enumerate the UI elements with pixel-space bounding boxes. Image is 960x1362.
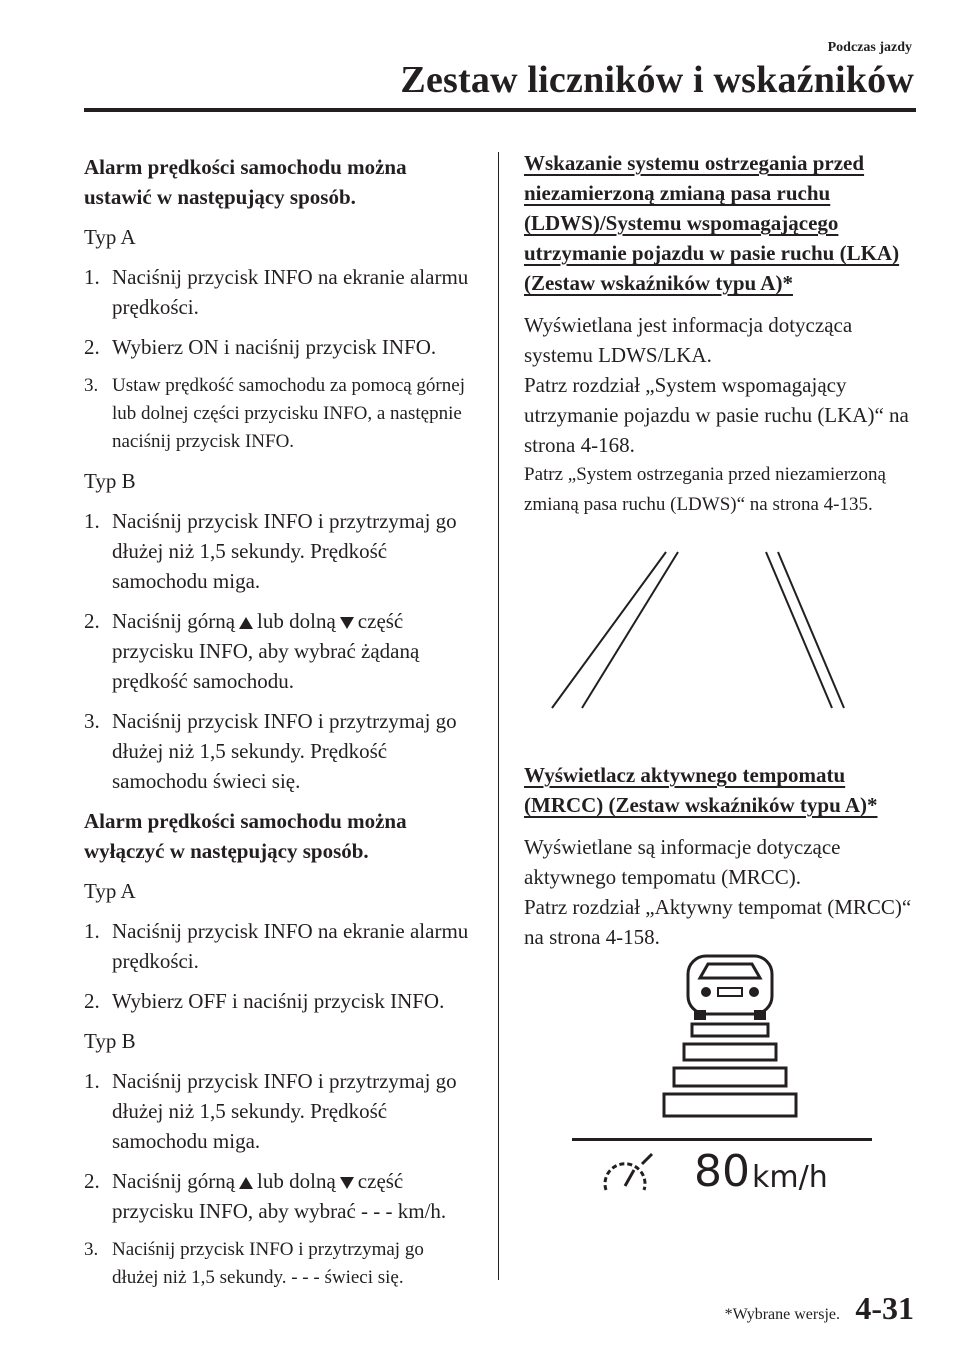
right-column — [524, 148, 924, 520]
list-item: 3. Naciśnij przycisk INFO i przytrzymaj go dłużej niż 1,5 sekundy. Prędkość samochodu świeci się. — [84, 709, 457, 793]
list-item: 1. Naciśnij przycisk INFO i przytrzymaj go dłużej niż 1,5 sekundy. Prędkość samochodu miga. — [84, 1069, 457, 1153]
ldws-ref-ldws: Patrz „System ostrzegania przed niezamierzoną zmianą pasa ruchu (LDWS)“ na strona 4-135. — [524, 464, 886, 515]
left-column — [84, 152, 474, 1302]
type-a-label: Typ A — [84, 225, 136, 249]
header-section: Podczas jazdy — [827, 40, 912, 55]
column-divider — [498, 152, 499, 1280]
triangle-up-icon — [239, 617, 253, 629]
mrcc-speed-display — [572, 1138, 872, 1198]
display-rule — [572, 1138, 872, 1141]
page-number: 4-31 — [855, 1290, 914, 1326]
type-b-label: Typ B — [84, 1029, 136, 1053]
list-item: 1. Naciśnij przycisk INFO i przytrzymaj go dłużej niż 1,5 sekundy. Prędkość samochodu miga. — [84, 509, 457, 593]
mrcc-heading: Wyświetlacz aktywnego tempomatu (MRCC) (Zestaw wskaźników typu A)* — [524, 763, 878, 817]
ldws-desc: Wyświetlana jest informacja dotycząca systemu LDWS/LKA. — [524, 313, 853, 367]
mrcc-ref: Patrz rozdział „Aktywny tempomat (MRCC)“ na strona 4-158. — [524, 895, 912, 949]
triangle-down-icon — [340, 617, 354, 629]
footnote: *Wybrane wersje. — [724, 1306, 840, 1323]
page-title: Zestaw liczników i wskaźników — [400, 59, 914, 101]
list-item: 2. Wybierz ON i naciśnij przycisk INFO. — [84, 335, 437, 359]
list-item: 3. Ustaw prędkość samochodu za pomocą górnej lub dolnej części przycisku INFO, a następnie naciśnij przycisk INFO. — [84, 375, 465, 452]
vehicle-ahead-icon — [660, 950, 800, 1120]
ldws-heading: Wskazanie systemu ostrzegania przed niezamierzoną zmianą pasa ruchu (LDWS)/Systemu wspomagającego utrzymanie pojazdu w pasie ruchu (LKA) (Zestaw wskaźników typu A)* — [524, 151, 900, 295]
list-item: 2. Naciśnij górną lub dolną część przycisku INFO, aby wybrać - - - km/h. — [84, 1169, 447, 1223]
type-a-label: Typ A — [84, 879, 136, 903]
lane-lines-icon — [548, 548, 848, 718]
list-item: 2. Wybierz OFF i naciśnij przycisk INFO. — [84, 989, 445, 1013]
list-item: 2. Naciśnij górną lub dolną część przycisku INFO, aby wybrać żądaną prędkość samochodu. — [84, 609, 420, 693]
set-alarm-heading: Alarm prędkości samochodu można ustawić w następujący sposób. — [84, 155, 407, 209]
speed-unit: km/h — [752, 1160, 828, 1195]
triangle-down-icon — [340, 1177, 354, 1189]
header-rule — [84, 108, 916, 112]
mrcc-section — [524, 760, 924, 952]
speed-value: 80 — [694, 1146, 750, 1197]
cruise-control-icon — [598, 1150, 656, 1194]
disable-alarm-heading: Alarm prędkości samochodu można wyłączyć w następujący sposób. — [84, 809, 407, 863]
ldws-ref-lka: Patrz rozdział „System wspomagający utrzymanie pojazdu w pasie ruchu (LKA)“ na strona 4-168. — [524, 373, 909, 457]
list-item: 1. Naciśnij przycisk INFO na ekranie alarmu prędkości. — [84, 919, 469, 973]
triangle-up-icon — [239, 1177, 253, 1189]
type-b-label: Typ B — [84, 469, 136, 493]
mrcc-desc: Wyświetlane są informacje dotyczące aktywnego tempomatu (MRCC). — [524, 835, 841, 889]
list-item: 3. Naciśnij przycisk INFO i przytrzymaj go dłużej niż 1,5 sekundy. - - - świeci się. — [84, 1239, 424, 1288]
list-item: 1. Naciśnij przycisk INFO na ekranie alarmu prędkości. — [84, 265, 469, 319]
